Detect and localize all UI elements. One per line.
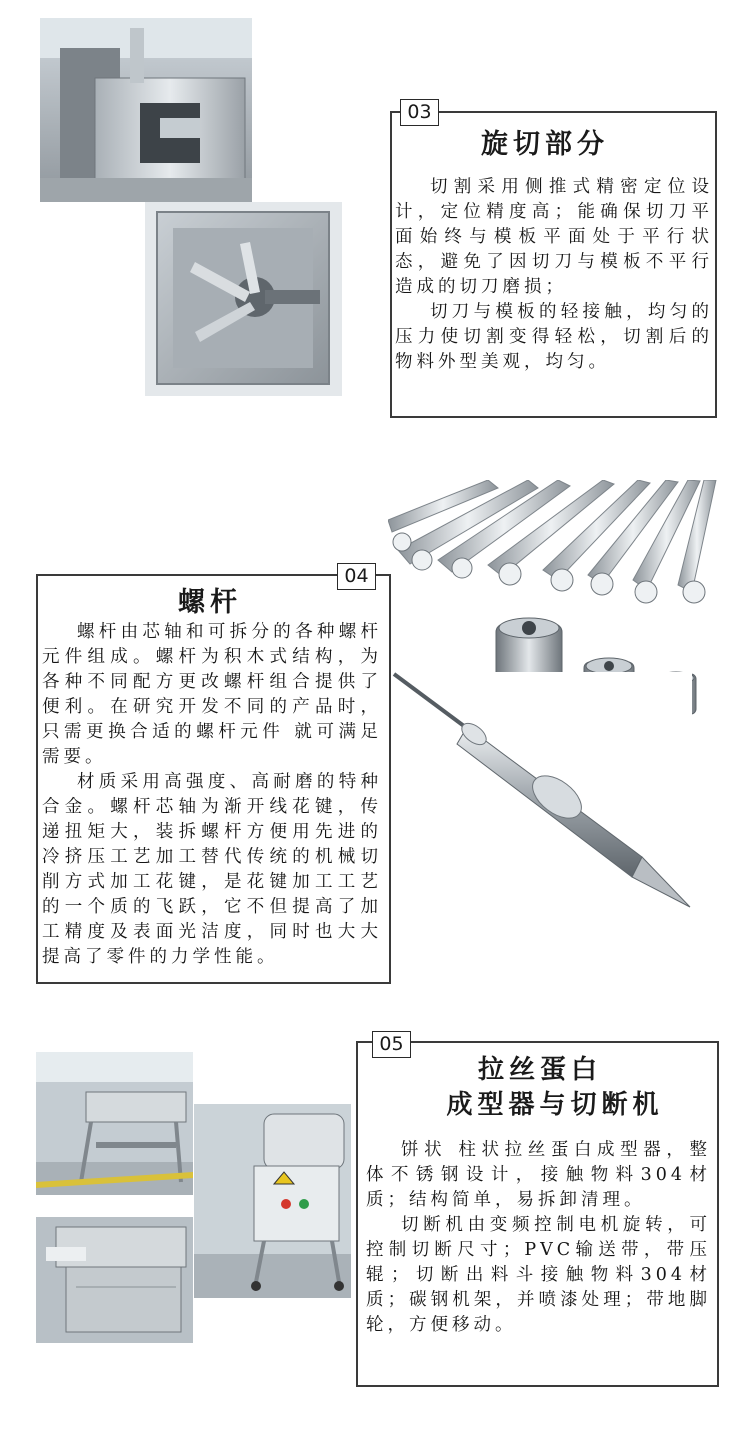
section-05-title-line1: 拉丝蛋白 xyxy=(477,1055,602,1085)
section-05-paragraph: 饼状 柱状拉丝蛋白成型器，整体不锈钢设计，接触物料304材质；结构简单，易拆卸清理。 xyxy=(366,1140,711,1210)
screw-shafts-photo xyxy=(388,480,728,610)
screw-mandrel-photo xyxy=(392,672,692,917)
cutter-blade-photo xyxy=(145,202,342,396)
section-03-title: 旋切部分 xyxy=(481,129,609,160)
section-04-paragraph: 材质采用高强度、高耐磨的特种合金。螺杆芯轴为渐开线花键，传递扭矩大，装拆螺杆方便用先进的冷挤压工艺加工替代传统的机械切削方式加工花键，是花键加工工艺的一个质的飞跃，它不但提高了加工精度及表面光洁度，同时也大大提高了零件的力学性能。 xyxy=(42,772,382,967)
section-05-number: 05 xyxy=(372,1031,411,1058)
section-04-text xyxy=(42,620,382,970)
cutter-conveyor-photo xyxy=(36,1217,193,1343)
section-05-paragraph: 切断机由变频控制电机旋转，可控制切断尺寸；PVC输送带，带压辊；切断出料斗接触物料304材质；碳钢机架，并喷漆处理；带地脚轮，方便移动。 xyxy=(366,1215,711,1335)
section-03-text xyxy=(395,175,713,375)
section-03-paragraph: 切刀与模板的轻接触，均匀的压力使切割变得轻松，切割后的物料外型美观，均匀。 xyxy=(395,302,713,372)
section-05-title-line2: 成型器与切断机 xyxy=(446,1090,664,1120)
section-04-number: 04 xyxy=(337,563,376,590)
protein-former-photo xyxy=(36,1052,193,1195)
cutter-machine-photo xyxy=(40,18,252,202)
section-05-text xyxy=(366,1138,711,1338)
section-04-title: 螺杆 xyxy=(178,587,242,618)
section-04-paragraph: 螺杆由芯轴和可拆分的各种螺杆元件组成。螺杆为积木式结构，为各种不同配方更改螺杆组合提供了便利。在研究开发不同的产品时，只需更换合适的螺杆元件 就可满足需要。 xyxy=(42,622,382,767)
section-03-paragraph: 切割采用侧推式精密定位设计，定位精度高；能确保切刀平面始终与模板平面处于平行状态，避免了因切刀与模板不平行造成的切刀磨损； xyxy=(395,177,713,297)
cutter-control-box-photo xyxy=(194,1104,351,1298)
section-03-number: 03 xyxy=(400,99,439,126)
